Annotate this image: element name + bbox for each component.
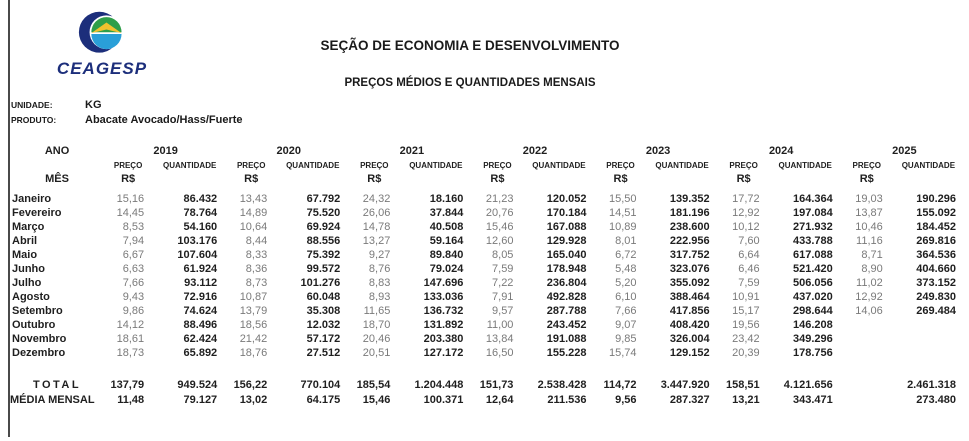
quantity-cell-2020: 101.276 [300,277,341,289]
currency-label-2024: R$ [736,173,751,185]
month-label: Março [12,221,45,233]
spacer-row [10,360,966,378]
currency-spacer-2023 [645,172,720,192]
table-row [10,332,966,346]
quantity-cell-2019: 72.916 [183,291,218,303]
table-row [10,318,966,332]
price-cell-2025 [843,332,891,346]
price-cell-2024: 10,12 [732,221,760,233]
month-label: Fevereiro [12,207,62,219]
quantity-cell-2021: 136.732 [423,305,464,317]
quantity-cell-2024: 349.296 [792,333,833,345]
price-cell-2025: 19,03 [855,193,883,205]
quantity-cell-2022: 243.452 [546,319,587,331]
price-cell-2020: 10,87 [239,291,268,303]
total-price-2021: 185,54 [356,379,391,391]
total-label: TOTAL [32,379,82,391]
price-cell-2022: 7,22 [492,277,514,289]
price-cell-2024: 19,56 [732,319,760,331]
media-quantity-2021: 100.371 [423,394,464,406]
preco-header-2021: PREÇO [360,161,389,170]
price-cell-2020: 18,76 [239,347,268,359]
price-cell-2024: 12,92 [732,207,760,219]
quantity-cell-2021: 40.508 [429,221,464,233]
total-quantity-2021: 1.204.448 [414,379,464,391]
price-cell-2024: 17,72 [732,193,760,205]
price-cell-2025 [843,346,891,360]
quantity-cell-2019: 65.892 [183,347,218,359]
quantity-cell-2023: 408.420 [669,319,710,331]
price-cell-2022: 16,50 [485,347,514,359]
price-cell-2023: 7,66 [615,305,637,317]
total-price-2020: 156,22 [233,379,268,391]
price-cell-2019: 14,45 [116,207,145,219]
price-cell-2022: 9,57 [492,305,514,317]
price-cell-2021: 8,83 [368,277,391,289]
quantity-cell-2020: 99.572 [306,263,341,275]
quantity-cell-2021: 127.172 [423,347,464,359]
quantity-cell-2022: 167.088 [546,221,587,233]
price-cell-2021: 9,27 [368,249,391,261]
quantidade-header-2022: QUANTIDADE [532,161,586,170]
quantity-cell-2023: 238.600 [669,221,710,233]
media-price-2021: 15,46 [362,394,391,406]
quantity-cell-2024: 521.420 [792,263,833,275]
year-header-2023: 2023 [645,144,671,157]
price-cell-2025: 13,87 [855,207,883,219]
quantidade-header-2021: QUANTIDADE [409,161,463,170]
quantity-cell-2025 [891,346,966,360]
quantity-cell-2021: 147.696 [423,277,464,289]
price-cell-2022: 7,91 [492,291,514,303]
price-cell-2019: 18,73 [116,347,145,359]
quantity-cell-2020: 35.308 [306,305,341,317]
total-price-2022: 151,73 [479,379,514,391]
quantity-cell-2021: 59.164 [429,235,464,247]
quantity-cell-2019: 62.424 [183,333,218,345]
price-cell-2019: 6,63 [122,263,145,275]
quantity-cell-2021: 37.844 [429,207,464,219]
quantity-cell-2024: 298.644 [792,305,833,317]
quantity-cell-2023: 388.464 [669,291,710,303]
quantity-cell-2022: 155.228 [546,347,587,359]
total-quantity-2020: 770.104 [300,379,341,391]
price-cell-2023: 9,85 [615,333,637,345]
quantity-cell-2019: 78.764 [183,207,218,219]
total-price-2025 [843,378,891,393]
price-cell-2019: 14,12 [116,319,145,331]
price-cell-2019: 8,53 [122,221,145,233]
price-cell-2020: 8,44 [245,235,268,247]
total-quantity-2025: 2.461.318 [907,379,956,391]
table-year-row [10,142,966,159]
price-cell-2020: 21,42 [239,333,268,345]
produto-row [11,111,243,126]
price-cell-2021: 13,27 [362,235,391,247]
total-quantity-2024: 4.121.656 [783,379,833,391]
quantidade-header-2024: QUANTIDADE [778,161,832,170]
media-price-2019: 11,48 [117,394,145,406]
report-titles [190,38,750,89]
price-cell-2021: 18,70 [362,319,391,331]
quantity-cell-2024: 506.056 [792,277,833,289]
table-row [10,220,966,234]
quantity-cell-2023: 417.856 [669,305,710,317]
quantity-cell-2022: 120.052 [546,193,587,205]
price-cell-2019: 9,43 [122,291,145,303]
quantity-cell-2023: 326.004 [669,333,710,345]
currency-label-2025: R$ [859,173,874,185]
quantidade-header-2019: QUANTIDADE [162,161,217,170]
quantity-cell-2024: 437.020 [792,291,833,303]
media-mensal-label: MÉDIA MENSAL [10,394,95,406]
year-header-2022: 2022 [522,144,548,157]
price-cell-2025: 11,16 [856,235,883,247]
prices-quantities-table [10,142,966,408]
quantity-cell-2025: 249.830 [916,291,956,303]
quantity-cell-2023: 222.956 [669,235,710,247]
media-quantity-2025: 273.480 [916,394,956,406]
price-cell-2021: 11,65 [363,305,391,317]
price-cell-2023: 15,74 [609,347,637,359]
month-label: Julho [12,277,42,289]
quantity-cell-2025: 190.296 [916,193,956,205]
quantity-cell-2019: 74.624 [183,305,218,317]
table-row [10,346,966,360]
year-header-2019: 2019 [153,144,178,157]
quantity-cell-2019: 93.112 [184,277,218,289]
currency-label-2021: R$ [367,173,382,185]
quantity-cell-2025: 404.660 [916,263,956,275]
media-row [10,393,966,408]
quantity-cell-2023: 317.752 [669,249,710,261]
price-cell-2023: 6,72 [615,249,637,261]
price-cell-2023: 8,01 [615,235,637,247]
price-cell-2020: 18,56 [239,319,268,331]
quantity-cell-2020: 12.032 [306,319,341,331]
price-cell-2020: 8,73 [245,277,268,289]
year-header-2021: 2021 [399,144,425,157]
month-label: Novembro [12,333,67,345]
price-cell-2022: 20,76 [485,207,514,219]
currency-spacer-2024 [768,172,843,192]
quantity-cell-2021: 131.892 [423,319,464,331]
media-price-2023: 9,56 [615,394,637,406]
total-price-2023: 114,72 [603,379,637,391]
price-cell-2020: 13,43 [239,193,268,205]
quantity-cell-2020: 88.556 [306,235,341,247]
table-row [10,206,966,220]
total-quantity-2023: 3.447.920 [660,379,710,391]
price-cell-2022: 13,84 [485,333,514,345]
price-cell-2023: 14,51 [609,207,637,219]
year-header-2024: 2024 [768,144,794,157]
preco-header-2019: PREÇO [113,161,143,170]
quantity-cell-2025: 184.452 [916,221,956,233]
total-quantity-2022: 2.538.428 [537,379,587,391]
quantity-cell-2020: 27.512 [306,347,341,359]
price-cell-2024: 7,60 [738,235,760,247]
quantity-cell-2024: 197.084 [792,207,833,219]
quantity-cell-2021: 133.036 [423,291,464,303]
month-label: Outubro [12,319,56,331]
quantity-cell-2023: 323.076 [669,263,710,275]
media-quantity-2022: 211.536 [547,394,587,406]
quantity-cell-2020: 75.520 [306,207,341,219]
quantity-cell-2024: 617.088 [792,249,833,261]
preco-header-2022: PREÇO [483,161,512,170]
month-label: Dezembro [12,347,66,359]
table-row [10,248,966,262]
prices-table-container [10,142,966,408]
quantity-cell-2024: 164.364 [792,193,833,205]
table-row [10,262,966,276]
report-meta [11,96,243,126]
spacer-cell [10,360,966,378]
price-cell-2023: 5,20 [615,277,637,289]
quantity-cell-2022: 170.184 [546,207,587,219]
media-price-2020: 13,02 [239,394,268,406]
table-mes-row [10,172,966,192]
quantity-cell-2025 [891,332,966,346]
quantity-cell-2022: 165.040 [546,249,587,261]
quantity-cell-2020: 60.048 [306,291,341,303]
price-cell-2022: 11,00 [486,319,514,331]
currency-spacer-2025 [891,172,966,192]
quantity-cell-2025: 269.484 [916,305,956,317]
currency-spacer-2020 [275,172,350,192]
preco-header-2023: PREÇO [606,161,635,170]
quantity-cell-2019: 54.160 [183,221,218,233]
quantity-cell-2023: 355.092 [669,277,710,289]
price-cell-2025: 8,90 [861,263,883,275]
ano-header-label: ANO [44,144,70,157]
quantity-cell-2023: 181.196 [669,207,710,219]
month-label: Agosto [12,291,50,303]
currency-label-2022: R$ [490,173,505,185]
total-row [10,378,966,393]
price-cell-2019: 7,94 [122,235,145,247]
mes-header-label: MÊS [45,173,69,185]
media-quantity-2024: 343.471 [792,394,833,406]
price-cell-2023: 6,10 [615,291,637,303]
quantidade-header-2023: QUANTIDADE [655,161,709,170]
currency-label-2020: R$ [244,173,259,185]
quantity-cell-2025: 364.536 [916,249,956,261]
price-cell-2025: 11,02 [856,277,883,289]
ceagesp-logo-text: CEAGESP [56,59,148,78]
table-row [10,304,966,318]
quantity-cell-2021: 79.024 [429,263,464,275]
total-price-2019: 137,79 [110,379,145,391]
table-row [10,276,966,290]
produto-label: PRODUTO: [11,115,57,125]
quantity-cell-2019: 88.496 [183,319,218,331]
price-cell-2020: 14,89 [239,207,268,219]
price-cell-2025: 8,71 [861,249,883,261]
quantity-cell-2021: 18.160 [429,193,464,205]
month-label: Setembro [12,305,63,317]
currency-label-2023: R$ [613,173,628,185]
quantity-cell-2022: 492.828 [546,291,587,303]
ceagesp-logo [42,10,162,79]
price-cell-2023: 9,07 [615,319,637,331]
quantity-cell-2024: 146.208 [792,319,833,331]
price-cell-2024: 6,64 [738,249,760,261]
unidade-value: KG [85,99,102,111]
preco-header-2024: PREÇO [729,161,758,170]
price-cell-2021: 8,93 [368,291,391,303]
price-cell-2021: 26,06 [362,207,391,219]
price-cell-2023: 15,50 [609,193,637,205]
subheader-spacer [10,159,104,172]
quantity-cell-2025: 155.092 [916,207,956,219]
media-price-2024: 13,21 [732,394,760,406]
total-quantity-2019: 949.524 [177,379,218,391]
unidade-label: UNIDADE: [11,100,53,110]
quantity-cell-2021: 203.380 [423,333,464,345]
currency-label-2019: R$ [121,173,136,185]
quantity-cell-2021: 89.840 [429,249,464,261]
price-cell-2019: 18,61 [116,333,145,345]
price-cell-2024: 7,59 [738,277,760,289]
total-price-2024: 158,51 [726,379,760,391]
preco-header-2020: PREÇO [236,161,266,170]
table-row [10,234,966,248]
price-cell-2024: 6,46 [738,263,760,275]
price-cell-2019: 7,66 [122,277,145,289]
currency-spacer-2022 [521,172,596,192]
quantidade-header-2020: QUANTIDADE [286,161,340,170]
quantity-cell-2022: 129.928 [546,235,587,247]
media-quantity-2020: 64.175 [306,394,341,406]
price-cell-2023: 10,89 [609,221,637,233]
price-cell-2020: 8,36 [245,263,268,275]
price-cell-2022: 12,60 [485,235,514,247]
month-label: Junho [12,263,45,275]
media-quantity-2019: 79.127 [183,394,218,406]
unidade-row [11,96,243,111]
price-cell-2025 [843,318,891,332]
ceagesp-logo-icon [75,10,129,58]
media-price-2022: 12,64 [485,394,514,406]
quantity-cell-2020: 57.172 [306,333,341,345]
month-label: Abril [12,235,38,247]
price-cell-2024: 15,17 [732,305,760,317]
quantity-cell-2022: 236.804 [546,277,587,289]
price-cell-2020: 13,79 [239,305,268,317]
currency-spacer-2019 [152,172,227,192]
quantity-cell-2025 [891,318,966,332]
price-cell-2025: 14,06 [855,305,883,317]
quantity-cell-2025: 269.816 [916,235,956,247]
price-cell-2022: 21,23 [485,193,514,205]
quantity-cell-2022: 178.948 [546,263,587,275]
quantity-cell-2019: 86.432 [183,193,218,205]
month-label: Maio [12,249,38,261]
quantity-cell-2024: 433.788 [792,235,833,247]
price-cell-2021: 20,51 [362,347,391,359]
table-subheader-row [10,159,966,172]
price-cell-2022: 7,59 [492,263,514,275]
quantity-cell-2025: 373.152 [916,277,956,289]
currency-spacer-2021 [398,172,473,192]
price-cell-2019: 15,16 [116,193,145,205]
price-cell-2024: 10,91 [732,291,760,303]
page-title: SEÇÃO DE ECONOMIA E DESENVOLVIMENTO [320,38,620,53]
quantity-cell-2022: 191.088 [546,333,587,345]
quantity-cell-2020: 67.792 [306,193,341,205]
month-label: Janeiro [12,193,52,205]
price-cell-2024: 20,39 [732,347,760,359]
price-cell-2020: 10,64 [239,221,268,233]
price-cell-2024: 23,42 [732,333,760,345]
quantity-cell-2023: 129.152 [669,347,710,359]
price-cell-2020: 8,33 [245,249,268,261]
price-cell-2021: 20,46 [362,333,391,345]
price-cell-2023: 5,48 [615,263,637,275]
price-cell-2022: 15,46 [485,221,514,233]
page-subtitle: PREÇOS MÉDIOS E QUANTIDADES MENSAIS [344,77,596,89]
quantity-cell-2019: 61.924 [183,263,218,275]
quantity-cell-2022: 287.788 [546,305,587,317]
quantity-cell-2023: 139.352 [669,193,710,205]
preco-header-2025: PREÇO [852,161,881,170]
quantity-cell-2020: 75.392 [306,249,341,261]
price-cell-2021: 8,76 [368,263,391,275]
price-cell-2022: 8,05 [492,249,514,261]
quantity-cell-2020: 69.924 [306,221,341,233]
year-header-2020: 2020 [276,144,301,157]
quantity-cell-2024: 178.756 [792,347,833,359]
media-quantity-2023: 287.327 [669,394,710,406]
price-cell-2021: 14,78 [362,221,391,233]
price-cell-2019: 9,86 [122,305,145,317]
media-price-2025 [843,393,891,408]
produto-value: Abacate Avocado/Hass/Fuerte [85,114,243,126]
quantidade-header-2025: QUANTIDADE [901,161,956,170]
price-cell-2019: 6,67 [122,249,145,261]
price-cell-2025: 10,46 [855,221,883,233]
table-row [10,192,966,206]
price-cell-2025: 12,92 [855,291,883,303]
quantity-cell-2019: 103.176 [177,235,218,247]
price-cell-2021: 24,32 [362,193,391,205]
quantity-cell-2019: 107.604 [177,249,218,261]
table-row [10,290,966,304]
year-header-2025: 2025 [892,144,917,157]
quantity-cell-2024: 271.932 [792,221,833,233]
